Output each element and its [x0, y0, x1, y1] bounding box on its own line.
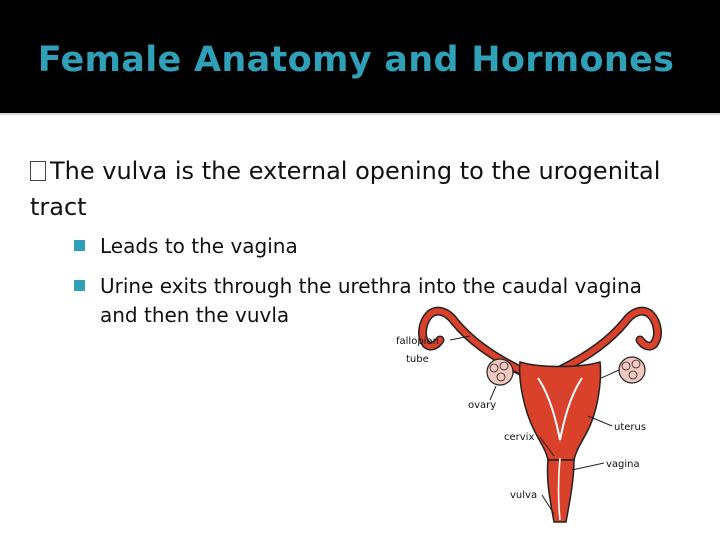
title-bar [0, 0, 720, 113]
label-vulva: vulva [510, 490, 538, 501]
label-cervix: cervix [504, 432, 535, 443]
sub-bullet-text: Leads to the vagina [100, 234, 298, 258]
vagina-canal [547, 460, 574, 522]
left-ovary [487, 359, 513, 385]
uterus-body [520, 362, 601, 460]
title-divider [0, 113, 720, 115]
square-bullet-icon [74, 280, 85, 291]
square-bullet-icon [74, 240, 85, 251]
sub-bullet-text: Urine exits through the urethra into the caudal vagina and then the vuvla [100, 274, 642, 327]
missing-glyph-icon [30, 161, 46, 181]
right-ovary [619, 357, 645, 383]
label-fallopian: fallopian [396, 336, 439, 347]
main-bullet [30, 153, 670, 225]
main-bullet-text: The vulva is the external opening to the urogenital tract [30, 157, 661, 221]
label-tube: tube [406, 354, 429, 365]
sub-bullet-1 [74, 232, 674, 261]
uterus-diagram [370, 300, 670, 536]
label-ovary: ovary [468, 400, 497, 411]
label-uterus: uterus [614, 422, 647, 433]
label-vagina: vagina [606, 459, 640, 470]
slide-title: Female Anatomy and Hormones [37, 40, 675, 80]
